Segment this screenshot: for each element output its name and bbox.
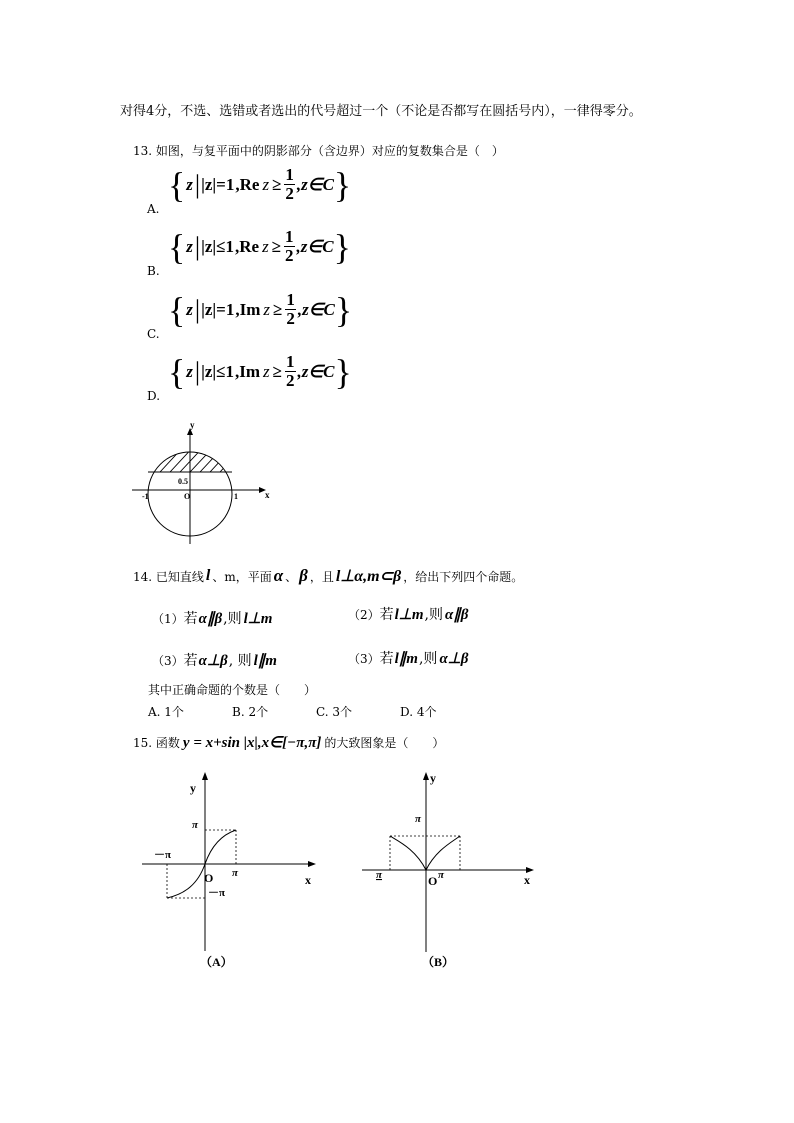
q13-option-letter: A. [147,202,160,216]
q14-choice: C. 3个 [316,705,353,719]
q13-option-letter: D. [147,389,161,403]
x-label: x [265,490,270,500]
q13-option-set [168,353,352,390]
q14-proposition [348,648,469,668]
q13-circle-figure [128,418,276,548]
set-part-op: Im [239,361,261,381]
q14-choice: B. 2个 [232,705,269,719]
set-bar: | [194,356,201,386]
set-geq: ≥ [271,236,282,256]
open-brace: { [168,289,186,330]
graph-b-x-label: x [524,873,530,887]
graph-b [360,766,550,976]
set-bar: | [194,294,201,324]
prop-number: （2） [348,607,380,622]
prop-condition: l⊥m [394,606,424,623]
set-part-var: z [263,361,270,381]
y-label: y [190,420,195,430]
set-part-var: z [262,174,270,194]
set-relation: |z|≤1 [201,236,234,256]
q14-beta: β [299,566,308,585]
set-var: z [186,299,193,319]
q13-option-set [168,228,351,265]
graph-a-caption: （A） [200,955,233,969]
graph-a-origin: O [204,871,214,885]
set-bar: | [194,231,201,261]
graph-a-x-label: x [305,873,311,887]
set-relation: |z|=1 [201,299,235,319]
prop-condition: l∥m [394,650,418,667]
q15-formula: y = x+sin |x|,x∈[−π,π] [182,735,322,751]
q13-option-set [168,291,352,328]
graph-b-y-label: y [430,771,436,785]
set-part: , [235,299,240,319]
prop-if: 若 [183,611,198,627]
q14-line-l: l [205,567,211,584]
prop-if: 若 [379,607,394,623]
graph-a-neg-pi: －π [154,849,172,861]
prop-then: ,则 [424,607,443,623]
set-tail: ,z∈C [296,236,334,256]
prop-conclusion: l∥m [253,652,277,669]
q14-stem-suffix: ，给出下列四个命题。 [403,569,524,584]
graph-b-origin: O [428,874,438,888]
q15-stem [133,733,444,752]
set-geq: ≥ [273,299,283,319]
close-brace: } [334,351,352,392]
prop-number: （3） [348,651,380,666]
fraction-half: $\frac{1}{2}$ [286,290,295,328]
q14-condition: l⊥α,m⊂β [335,568,402,585]
open-brace: { [168,164,186,205]
set-part-op: Re [239,236,260,256]
q15-stem-suffix: 的大致图象是（ ） [324,736,445,750]
set-part: , [235,174,240,194]
prop-then: ,则 [418,651,438,667]
q14-alpha: α [273,566,284,585]
q14-choice: A. 1个 [148,705,184,719]
graph-b-curve-right [426,836,460,870]
set-part: , [235,236,240,256]
one-label: 1 [234,492,238,501]
set-geq: ≥ [272,361,282,381]
prop-if: 若 [183,653,198,669]
graph-a-neg-pi-y: －π [208,887,226,899]
set-part-var: z [263,299,271,319]
fraction-half: $\frac{1}{2}$ [286,352,295,390]
q13-option-letter: C. [147,327,160,341]
graph-a-y-label: y [190,781,196,795]
prop-condition: α⊥β [198,652,228,669]
q14-proposition [152,650,277,670]
graph-a-pi-x: π [232,867,239,879]
graph-b-caption: （B） [422,955,455,969]
graph-b-pi-top: π [415,813,422,825]
prop-then: ,则 [223,611,242,627]
q13-option-set [168,166,351,203]
set-var: z [186,236,193,256]
fraction-half: $\frac{1}{2}$ [285,227,294,265]
graph-b-y-arrow [423,772,429,780]
graph-b-pi-x: π [438,869,445,881]
close-brace: } [334,289,353,330]
set-part-op: Im [239,299,261,319]
q15-stem-prefix: 15. 函数 [133,736,180,750]
prop-conclusion: l⊥m [243,610,273,627]
set-part: , [235,361,240,381]
q13-option-letter: B. [147,264,160,278]
set-var: z [186,361,193,381]
set-part-op: Re [239,174,260,194]
q14-stem-mid2: ，且 [309,569,334,584]
fraction-half: $\frac{1}{2}$ [285,165,294,203]
set-tail: ,z∈C [297,361,335,381]
set-part-var: z [262,236,269,256]
prop-conclusion: α∥β [445,606,469,623]
prop-then: , 则 [228,653,252,669]
q14-proposition [348,604,468,624]
q14-stem-prefix: 14. 已知直线 [133,569,204,584]
q13-stem: 13. 如图，与复平面中的阴影部分（含边界）对应的复数集合是（ ） [133,144,504,158]
q14-sep: 、 [285,569,298,584]
close-brace: } [333,226,351,267]
q14-stem-mid1: 、m，平面 [212,569,272,584]
shaded-region [150,440,240,472]
prop-number: （1） [152,611,184,626]
set-relation: |z|≤1 [201,361,234,381]
graph-a-pi-top: π [192,819,199,831]
graph-a [140,766,330,976]
set-bar: | [194,169,201,199]
graph-b-neg-pi-x: π [376,869,383,881]
neg-one-label: -1 [142,492,149,501]
set-tail: ,z∈C [297,299,335,319]
q14-stem [133,566,523,586]
open-brace: { [168,351,186,392]
close-brace: } [333,164,352,205]
q14-proposition [152,608,272,628]
set-geq: ≥ [272,174,282,194]
prop-if: 若 [379,651,394,667]
q14-choice: D. 4个 [400,705,437,719]
origin-label: O [184,492,191,501]
open-brace: { [168,226,186,267]
intro-line: 对得4分，不选、选错或者选出的代号超过一个（不论是否都写在圆括号内），一律得零分。 [120,104,642,119]
prop-number: （3） [152,653,184,668]
prop-condition: α∥β [198,610,223,627]
half-label: 0.5 [178,477,188,486]
prop-conclusion: α⊥β [439,650,469,667]
graph-a-y-arrow [202,772,208,780]
set-relation: |z|=1 [201,174,235,194]
graph-a-x-arrow [308,861,316,867]
graph-b-curve-left [390,836,426,870]
set-var: z [186,174,193,194]
set-tail: ,z∈C [296,174,334,194]
q14-question: 其中正确命题的个数是（ ） [148,683,317,697]
